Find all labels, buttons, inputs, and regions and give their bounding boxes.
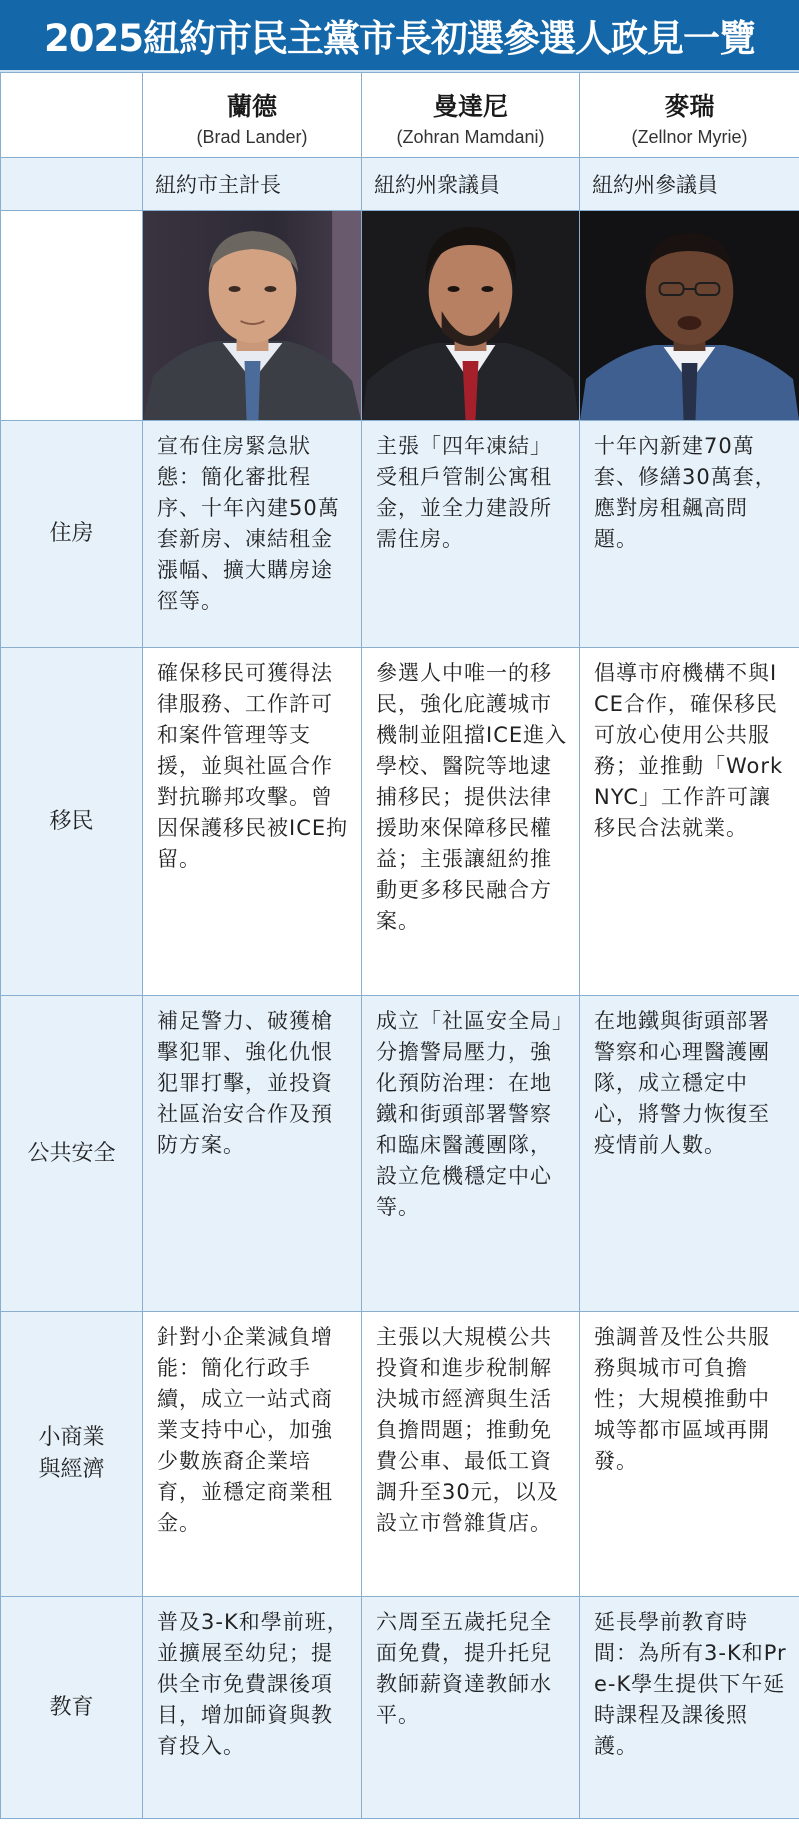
policy-label: 住房 [1,421,143,648]
candidate-name-en: (Zohran Mamdani) [396,126,545,147]
policy-row-public-safety [1,996,799,1312]
policy-text: 針對小企業減負增能：簡化行政手續，成立一站式商業支持中心，加強少數族裔企業培育，並穩定商業租金。 [143,1312,362,1597]
policy-text: 倡導市府機構不與ICE合作，確保移民可放心使用公共服務；並推動「Work NYC」工作許可讓移民合法就業。 [580,648,799,996]
page-title: 2025紐約市民主黨市長初選參選人政見一覽 [0,0,799,72]
policy-text: 宣布住房緊急狀態：簡化審批程序、十年內建50萬套新房、凍結租金漲幅、擴大購房途徑等。 [143,421,362,648]
candidate-position: 紐約州參議員 [580,158,799,211]
policy-label-line: 與經濟 [38,1457,105,1482]
corner-cell [1,73,143,158]
policy-row-immigration [1,648,799,996]
policy-text: 十年內新建70萬套、修繕30萬套，應對房租飆高問題。 [580,421,799,648]
candidate-name-zh: 曼達尼 [432,91,508,121]
candidate-name-en: (Brad Lander) [196,126,308,147]
candidate-photo-cell [143,211,362,421]
candidate-name-lander [143,73,362,158]
policy-label [1,1312,143,1597]
policy-label-line: 小商業 [38,1425,105,1450]
portrait-zellnor-myrie [580,211,799,420]
policy-text: 強調普及性公共服務與城市可負擔性；大規模推動中城等都市區域再開發。 [580,1312,799,1597]
policy-row-small-business [1,1312,799,1597]
candidate-position: 紐約市主計長 [143,158,362,211]
candidate-position-row [1,158,799,211]
candidate-name-myrie [580,73,799,158]
candidate-name-row [1,73,799,158]
policy-text: 補足警力、破獲槍擊犯罪、強化仇恨犯罪打擊，並投資社區治安合作及預防方案。 [143,996,362,1312]
policy-row-housing [1,421,799,648]
platform-comparison-table [0,72,799,1819]
policy-label: 公共安全 [1,996,143,1312]
blank-cell [1,158,143,211]
policy-text: 確保移民可獲得法律服務、工作許可和案件管理等支援，並與社區合作對抗聯邦攻擊。曾因保護移民被ICE拘留。 [143,648,362,996]
policy-text: 在地鐵與街頭部署警察和心理醫護團隊，成立穩定中心，將警力恢復至疫情前人數。 [580,996,799,1312]
candidate-name-mamdani [362,73,580,158]
portrait-zohran-mamdani [362,211,579,420]
portrait-brad-lander [143,211,361,420]
policy-text: 參選人中唯一的移民，強化庇護城市機制並阻擋ICE進入學校、醫院等地逮捕移民；提供法律援助來保障移民權益；主張讓紐約推動更多移民融合方案。 [362,648,580,996]
policy-row-education [1,1597,799,1819]
blank-cell [1,211,143,421]
policy-label: 移民 [1,648,143,996]
policy-text: 主張「四年凍結」受租戶管制公寓租金，並全力建設所需住房。 [362,421,580,648]
policy-text: 六周至五歲托兒全面免費，提升托兒教師薪資達教師水平。 [362,1597,580,1819]
policy-label: 教育 [1,1597,143,1819]
candidate-photo-cell [362,211,580,421]
policy-text: 主張以大規模公共投資和進步稅制解決城市經濟與生活負擔問題；推動免費公車、最低工資調升至30元，以及設立市營雜貨店。 [362,1312,580,1597]
candidate-photo-row [1,211,799,421]
candidate-name-zh: 麥瑞 [664,91,715,121]
policy-text: 普及3-K和學前班，並擴展至幼兒；提供全市免費課後項目，增加師資與教育投入。 [143,1597,362,1819]
candidate-photo-cell [580,211,799,421]
candidate-position: 紐約州衆議員 [362,158,580,211]
policy-text: 成立「社區安全局」分擔警局壓力，強化預防治理：在地鐵和街頭部署警察和臨床醫護團隊，設立危機穩定中心等。 [362,996,580,1312]
policy-text: 延長學前教育時間：為所有3-K和Pre-K學生提供下午延時課程及課後照護。 [580,1597,799,1819]
candidate-name-en: (Zellnor Myrie) [631,126,748,147]
candidate-name-zh: 蘭德 [226,91,277,121]
